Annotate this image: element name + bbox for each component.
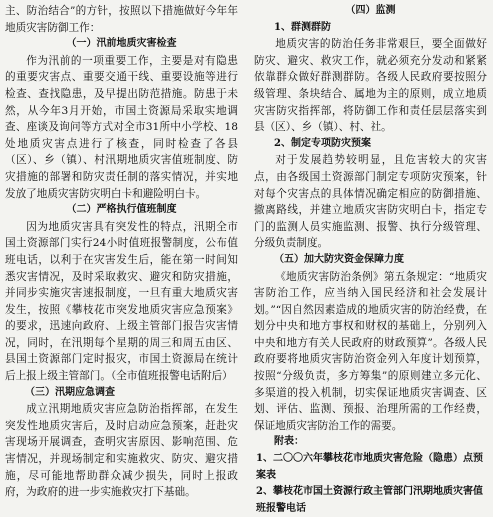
attachment-item-2: 2、攀枝花市国土资源行政主管部门汛期地质灾害值班报警电话 bbox=[256, 486, 483, 514]
attachment-item-1: 1、二〇〇六年攀枝花市地质灾害危险（隐患）点预案表 bbox=[256, 453, 483, 481]
paragraph-pre-flood-inspection: 作为汛前的一项重要工作，主要是对有隐患的重要灾害点、重要交通干线、重要设施等进行检查、查找隐患，及早提出防范措施。防患于未然，从今年3月开始，市国土资源局采取实地调查、座谈及询问等方式对全市31所中小学校、18处地质灾害点进行了核查，同时检查了各县（区）、乡（镇）、村汛期地质灾害值班制度、防灾措施的部署和防灾责任制的落实情况，并实地发放了地质灾害防灾明白卡和避险明白卡。 bbox=[5, 54, 238, 200]
heading-funding: （五）加大防灾资金保障力度 bbox=[274, 253, 404, 265]
heading-monitoring: （四）监测 bbox=[345, 5, 396, 16]
left-column bbox=[5, 3, 238, 501]
paragraph-special-plan: 对于发展趋势较明显，且危害较大的灾害点，由各级国土资源部门制定专项防灾预案，针对每个灾害点的具体情况确定相应的防御措施、撤离路线，并建立地质灾害防灾明白卡，指定专门的监测人员实施监测、报警、执行分级管理、分级负责制度。 bbox=[254, 154, 487, 250]
paragraph-intro-continued: 主、防治结合”的方针，按照以下措施做好今年年地质灾害防御工作： bbox=[5, 5, 238, 34]
heading-special-plan: 2、制定专项防灾预案 bbox=[274, 137, 371, 149]
right-column bbox=[254, 3, 487, 517]
paragraph-mass-monitoring: 地质灾害的防治任务非常艰巨，要全面做好防灾、避灾、救灾工作，就必须充分发动和紧紧依靠群众做好群测群防。各级人民政府要按照分级管理、条块结合、属地为主的原则，成立地质灾害防灾指挥部，将防御工作和责任层层落实到县（区）、乡（镇）、村、社。 bbox=[254, 38, 487, 134]
heading-mass-monitoring: 1、群测群防 bbox=[274, 21, 331, 33]
heading-duty-system: （二）严格执行值班制度 bbox=[66, 204, 177, 216]
paragraph-funding: 《地质灾害防治条例》第五条规定：“地质灾害防治工作，应当纳入国民经济和社会发展计划。”“因自然因素造成的地质灾害的防治经费，在划分中央和地方事权和财权的基础上，分别列入中央和地方有关人民政府的财政预算”。各级人民政府要将地质灾害防治资金列入年度计划预算，按照“分级负责，多方筹集”的原则建立多元化、多渠道的投入机制，切实保证地质灾害调查、区划、评估、监测、预报、治理所需的工作经费，保证地质灾害防治工作的需要。 bbox=[254, 270, 487, 432]
paragraph-duty-system: 因为地质灾害具有突发性的特点，汛期全市国土资源部门实行24小时值班报警制度，公布值班电话，以利于在灾害发生后，能在第一时间知悉灾害情况，及时采取救灾、避灾和防灾措施，并同步实施灾害速报制度，一旦有重大地质灾害发生，按照《攀枝花市突发地质灾害应急预案》的要求，迅速向政府、上级主管部门报告灾害情况，同时，在汛期每个星期的周三和周五由区、县国土资源部门定时报灾，市国土资源局在统计后上报上级主管部门。（全市值班报警电话附后） bbox=[5, 220, 238, 383]
heading-emergency-survey: （三）汛期应急调查 bbox=[25, 386, 115, 398]
paragraph-emergency-survey: 成立汛期地质灾害应急防治指挥部，在发生突发性地质灾害后，及时启动应急预案，赶赴灾害现场开展调查，查明灾害原因、影响范围、危害情况，并现场制定和实施救灾、防灾、避灾措施，尽可能地帮助群众减少损失，同时上报政府，为政府的进一步实施救灾打下基础。 bbox=[5, 403, 238, 499]
attachments-label: 附表： bbox=[274, 436, 304, 448]
heading-pre-flood-inspection: （一）汛前地质灾害检查 bbox=[66, 38, 177, 50]
